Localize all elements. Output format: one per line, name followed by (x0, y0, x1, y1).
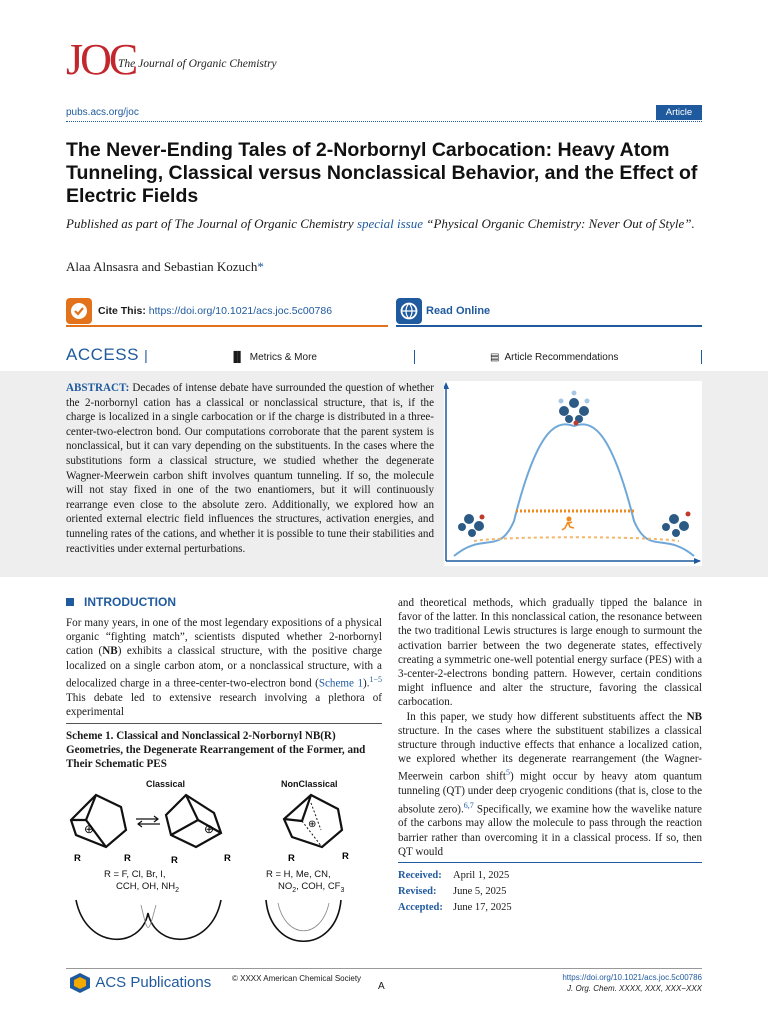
journal-name: The Journal of Organic Chemistry (118, 58, 277, 70)
intro-text-a: For many years, in one of the most legendary expositions of a physical organic “fighting match”, scientists disputed whether 2-norbornyl cation ( (66, 617, 382, 658)
col2-text-d: Specifically, we examine how the wavelike nature of the carbons may allow the molecule to pass through the reaction barrier rather than overcoming it in a classical process. If so, then QT would (398, 803, 702, 858)
col2-text-b: structure. In the cases where the substituent stabilizes a classical structure through inductive effects that enhance a localized cation, we explored whether its degenerate rearrangement (the Wagner-Meerwein carbon shift (398, 724, 702, 784)
intro-text-c: ). (363, 677, 370, 690)
footer-citation (540, 972, 702, 994)
doi-link[interactable]: https://doi.org/10.1021/acs.joc.5c00786 (148, 305, 333, 317)
intro-text-d: This debate led to extensive research involving a plethora of experimental (66, 691, 382, 718)
journal-logo: JOC (66, 35, 136, 84)
footer-doi-link[interactable]: https://doi.org/10.1021/acs.joc.5c00786 (562, 973, 702, 982)
r-group: R (124, 853, 131, 864)
abstract-label: ABSTRACT: (66, 382, 130, 394)
r-group: R (288, 853, 295, 864)
access-label: ACCESS | (66, 345, 149, 364)
abstract-text (66, 381, 434, 556)
abstract-body: Decades of intense debate have surrounded the question of whether the 2-norbornyl cation has a classical or nonclassical structure, that is, if the charge is localized in a single carbocation or if the charge is distributed in a three-center-two-electron bond. Our computations corroborate that the parent system is nonclassical, but it can vary depending on the substituents. In the cases where the substitutions form a classical structure, we studied whether the degenerate Wagner-Meerwein carbon shift involves quantum tunneling. If so, the molecule will not stay fixed in one of the two enantiomers, but it will continuously rearrange even close to the absolute zero. Additionally, we explored how an oriented external electric field influences the structures, activation energies, and tunneling rates of the cations, and whether it is possible to tune their stabilities and reactivities under external perturbations. (66, 382, 434, 555)
toc-graphic (444, 381, 702, 566)
ref-link-6-7[interactable]: 6,7 (463, 800, 474, 810)
published-note (66, 215, 706, 233)
ref-link-5[interactable]: 5 (505, 768, 510, 778)
globe-icon (396, 298, 422, 324)
accepted-date: June 17, 2025 (453, 902, 512, 913)
read-online-box[interactable] (396, 298, 702, 326)
pes-curve (454, 424, 694, 556)
received-label: Received: (398, 870, 442, 881)
molecule-right (662, 514, 689, 537)
equilibrium-arrows (136, 816, 160, 827)
published-suffix: “Physical Organic Chemistry: Never Out of Style”. (423, 216, 695, 231)
nonclassical-substituents-2: $NO_2$, COH, $CF_3$ (278, 881, 345, 894)
cation-symbol: ⊕ (204, 822, 215, 836)
classical-structure-left (71, 795, 126, 847)
acs-hexagon-icon (68, 972, 92, 994)
revised-label: Revised: (398, 886, 437, 897)
accepted-label: Accepted: (398, 902, 443, 913)
recommendations-link[interactable] (490, 352, 618, 363)
corresponding-author-link[interactable]: * (257, 259, 264, 274)
introduction-heading: INTRODUCTION (84, 595, 176, 609)
article-dates (398, 868, 512, 916)
nonclassical-pes-curve (266, 900, 341, 941)
access-separator-end (701, 350, 702, 364)
bar-chart-icon: ▐▌ (230, 352, 245, 363)
col2-text-c: ) might occur by heavy atom quantum tunneling (QT) under deep cryogenic conditions (that is, close to the absolute zero). (398, 771, 702, 816)
cation-symbol: ⊕ (84, 822, 95, 836)
article-title: The Never-Ending Tales of 2-Norbornyl Carbocation: Heavy Atom Tunneling, Classical versus Nonclassical Behavior, and the Effect of Electric Fields (66, 139, 698, 207)
classical-pes-curve (76, 900, 221, 939)
read-underline (396, 325, 702, 327)
classical-substituents-1: R = F, Cl, Br, I, (104, 869, 166, 880)
r-group: R (171, 855, 178, 866)
scheme-caption: Scheme 1. Classical and Nonclassical 2-Norbornyl NB(R) Geometries, the Degenerate Rearrangement of the Former, and Their Schematic PES (66, 730, 366, 771)
scheme-1-link[interactable]: Scheme 1 (318, 677, 363, 690)
revised-date: June 5, 2025 (453, 886, 507, 897)
document-icon: ▤ (490, 352, 500, 363)
page-number: A (378, 981, 385, 992)
header-divider (66, 121, 702, 122)
nb-abbrev: NB (686, 710, 702, 723)
author-names: Alaa Alnsasra and Sebastian Kozuch (66, 259, 258, 274)
nb-abbrev: NB (102, 645, 118, 658)
article-type-badge: Article (656, 105, 702, 120)
cite-underline (66, 325, 388, 327)
nonclassical-label: NonClassical (281, 779, 338, 789)
classical-label: Classical (146, 779, 186, 789)
author-list (66, 259, 264, 275)
molecule-top (559, 398, 589, 423)
journal-url-link[interactable]: pubs.acs.org/joc (66, 107, 139, 118)
publisher-name: ACS Publications (95, 973, 212, 991)
metrics-label: Metrics & More (249, 352, 317, 363)
access-text: ACCESS (66, 345, 139, 364)
copyright-notice: © XXXX American Chemical Society (232, 974, 362, 983)
intro-text-b: ) exhibits a classical structure, with the positive charge localized on a single carbon atom, or a nonclassical structure, with a delocalized charge in a three-center-two-electron bond ( (66, 645, 382, 690)
journal-citation: J. Org. Chem. XXXX, XXX, XXX−XXX (567, 984, 702, 993)
intro-paragraph-1 (66, 616, 382, 719)
special-issue-link[interactable]: special issue (356, 216, 424, 231)
nonclassical-substituents-1: R = H, Me, CN, (266, 869, 331, 880)
r-group: R (74, 853, 81, 864)
runner-icon (562, 517, 574, 531)
classical-structure-right (166, 795, 221, 847)
published-prefix: Published as part of The Journal of Organic Chemistry (66, 216, 357, 231)
cite-label: Cite This: (98, 305, 146, 317)
received-date: April 1, 2025 (453, 870, 510, 881)
dates-divider (398, 862, 702, 863)
cation-symbol: ⊕ (308, 819, 317, 830)
scheme-1-graphic (66, 775, 382, 955)
col2-para-1: and theoretical methods, which gradually tipped the balance in favor of the latter. In this nonclassical cation, the resonance between the two traditional Lewis structures is large enough to surmount the activation barrier between the two degenerate states, effectively creating a symmetric one-well potential energy surface (PES) with a 3-center-2-electrons bonding pattern. However, certain conditions might influence and alter the structure, favoring the classical carbocation. (398, 597, 702, 709)
intro-column-2 (398, 596, 702, 859)
check-badge-icon (66, 298, 92, 324)
r-group: R (342, 851, 349, 862)
section-marker (66, 598, 74, 606)
ref-link-1-5[interactable]: 1−5 (369, 674, 382, 684)
cite-this-box (66, 298, 388, 326)
recommendations-label: Article Recommendations (504, 352, 619, 363)
acs-publications-logo (68, 972, 211, 994)
scheme-divider (66, 723, 382, 724)
metrics-link[interactable] (230, 352, 317, 363)
classical-substituents-2: CCH, OH, $NH_2$ (116, 881, 180, 894)
access-separator (414, 350, 415, 364)
col2-text-a: In this paper, we study how different substituents affect the (406, 710, 687, 723)
footer-divider (66, 968, 702, 969)
read-online-button[interactable]: Read Online (426, 305, 491, 317)
cite-this (98, 305, 332, 317)
r-group: R (224, 853, 231, 864)
